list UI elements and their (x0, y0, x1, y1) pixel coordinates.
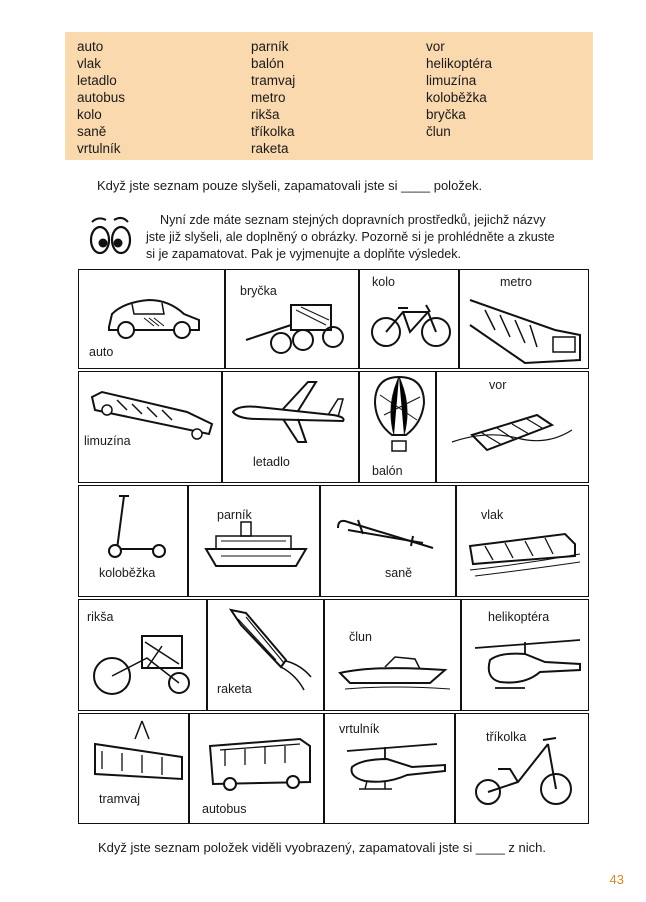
picture-cell-parnik (188, 485, 320, 597)
word-item: letadlo (77, 73, 117, 88)
picture-label: rikša (87, 610, 114, 624)
word-item: rikša (251, 107, 280, 122)
picture-cell-trikolka (455, 713, 589, 824)
word-item: helikoptéra (426, 56, 493, 71)
picture-label: tramvaj (99, 792, 140, 806)
picture-label: auto (89, 345, 114, 359)
train-icon (465, 524, 585, 584)
picture-label: limuzína (84, 434, 131, 448)
picture-cell-vrtulnik (324, 713, 455, 824)
eyes-icon (86, 212, 136, 262)
word-item: parník (251, 39, 289, 54)
picture-cell-metro (459, 269, 589, 369)
instruction-line: Nyní zde máte seznam stejných dopravních prostředků, jejichž názvy (160, 213, 546, 227)
steamship-icon (201, 514, 311, 574)
word-column-1 (77, 38, 125, 157)
word-item: saně (77, 124, 107, 139)
picture-label: helikoptéra (488, 610, 550, 624)
picture-label: raketa (217, 682, 252, 696)
picture-cell-limuzina (78, 371, 222, 483)
word-column-2 (251, 38, 295, 157)
kick-scooter-icon (99, 491, 169, 561)
picture-label: koloběžka (99, 566, 156, 580)
picture-cell-clun (324, 599, 461, 711)
airplane-icon (228, 377, 353, 447)
picture-cell-autobus (189, 713, 324, 824)
word-item: vlak (77, 56, 102, 71)
helicopter-icon (337, 739, 452, 799)
word-item: člun (426, 124, 451, 139)
limousine-icon (87, 382, 217, 442)
car-icon (104, 292, 204, 342)
picture-label: saně (385, 566, 413, 580)
picture-label: balón (372, 464, 403, 478)
word-list-box (65, 32, 593, 160)
word-item: metro (251, 90, 286, 105)
word-item: autobus (77, 90, 126, 105)
picture-label: kolo (372, 275, 395, 289)
rickshaw-icon (87, 628, 202, 700)
word-item: auto (77, 39, 104, 54)
picture-cell-kolobezka (78, 485, 188, 597)
picture-cell-tramvaj (78, 713, 189, 824)
tram-icon (87, 719, 187, 789)
word-item: tříkolka (251, 124, 295, 139)
picture-label: tříkolka (486, 730, 527, 744)
bus-icon (205, 734, 315, 794)
word-item: vor (426, 39, 445, 54)
word-item: kolo (77, 107, 102, 122)
helicopter-icon (470, 630, 585, 700)
tricycle-icon (468, 734, 578, 814)
hot-air-balloon-icon (372, 375, 427, 455)
page-number: 43 (609, 872, 624, 887)
seen-sentence: Když jste seznam položek viděli vyobrazený, zapamatovali jste si ____ z nich. (98, 840, 546, 855)
picture-label: letadlo (253, 455, 290, 469)
picture-cell-vor (436, 371, 589, 483)
picture-cell-vlak (456, 485, 589, 597)
transport-picture-grid (78, 269, 589, 824)
bicycle-icon (368, 300, 454, 350)
raft-icon (447, 400, 577, 460)
picture-cell-sane (320, 485, 456, 597)
picture-cell-helikoptera (461, 599, 589, 711)
picture-label: parník (217, 508, 252, 522)
instructions (146, 212, 588, 263)
picture-label: vlak (481, 508, 504, 522)
sled-icon (333, 508, 443, 558)
picture-cell-brycka (225, 269, 359, 369)
carriage-icon (241, 295, 351, 360)
word-item: balón (251, 56, 285, 71)
picture-cell-balon (359, 371, 436, 483)
word-item: limuzína (426, 73, 477, 88)
word-item: bryčka (426, 107, 466, 122)
picture-label: autobus (202, 802, 247, 816)
picture-cell-raketa (207, 599, 324, 711)
picture-cell-riksa (78, 599, 207, 711)
instruction-line: jste již slyšeli, ale doplněný o obrázky. Pozorně si je prohlédněte a zkuste (146, 230, 555, 244)
motorboat-icon (335, 645, 455, 695)
word-item: raketa (251, 141, 289, 156)
word-column-3 (426, 38, 492, 140)
heard-sentence: Když jste seznam pouze slyšeli, zapamatovali jste si ____ položek. (97, 178, 483, 193)
picture-label: člun (349, 630, 372, 644)
picture-label: bryčka (240, 284, 277, 298)
instruction-line: si je zapamatovat. Pak je vyjmenujte a doplňte výsledek. (146, 247, 462, 261)
picture-cell-kolo (359, 269, 459, 369)
word-item: vrtulník (77, 141, 121, 156)
metro-train-icon (465, 295, 585, 365)
picture-cell-letadlo (222, 371, 359, 483)
picture-cell-auto (78, 269, 225, 369)
picture-label: vor (489, 378, 507, 392)
picture-label: metro (500, 275, 532, 289)
word-item: koloběžka (426, 90, 487, 105)
picture-label: vrtulník (339, 722, 380, 736)
word-item: tramvaj (251, 73, 296, 88)
